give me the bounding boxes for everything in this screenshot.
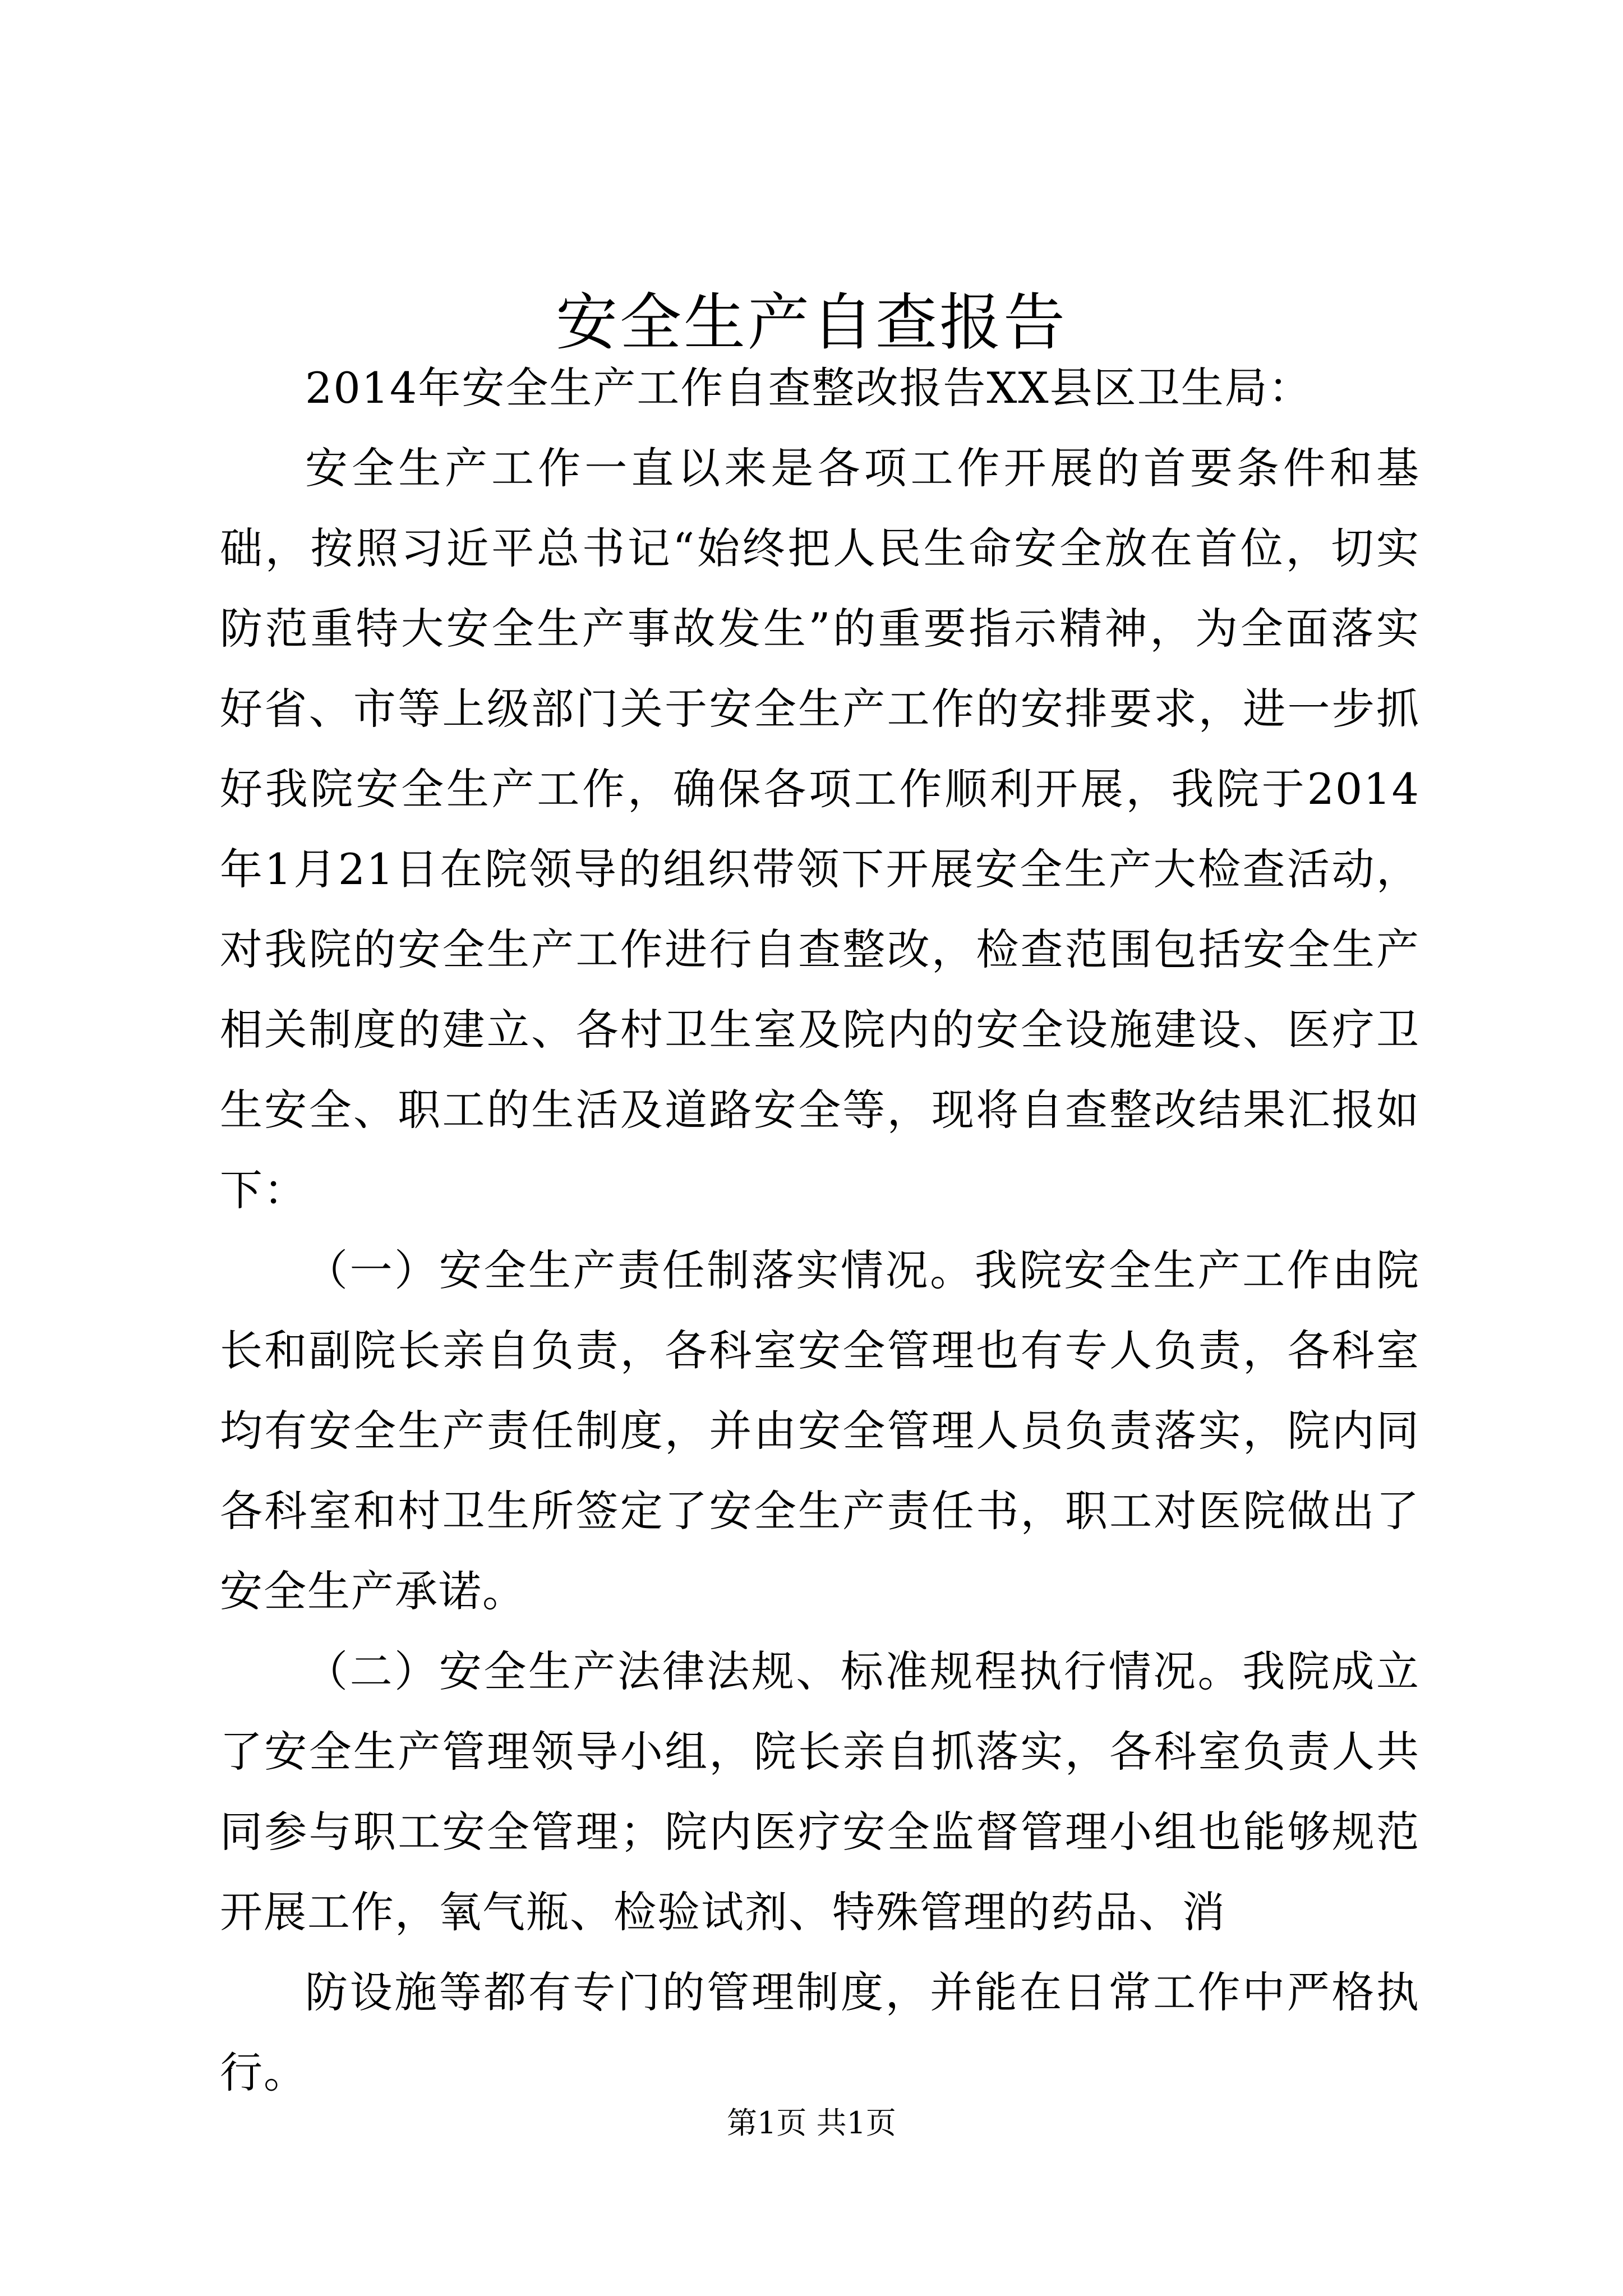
paragraph-heading-line: 2014年安全生产工作自查整改报告XX县区卫生局： [305,363,1312,413]
page-footer: 第1页 共1页 [727,2105,896,2141]
document-body [220,348,1420,2113]
paragraph-section-1: （一）安全生产责任制落实情况。我院安全生产工作由院长和副院长亲自负责，各科室安全管理也有专人负责，各科室均有安全生产责任制度，并由安全管理人员负责落实，院内同各科室和村卫生所签定了安全生产责任书，职工对医院做出了安全生产承诺。 [220,1245,1420,1616]
paragraph-section-2: （二）安全生产法律法规、标准规程执行情况。我院成立了安全生产管理领导小组，院长亲自抓落实，各科室负责人共同参与职工安全管理；院内医疗安全监督管理小组也能够规范开展工作，氧气瓶、检验试剂、特殊管理的药品、消 [220,1646,1420,1937]
paragraph-intro: 安全生产工作一直以来是各项工作开展的首要条件和基础，按照习近平总书记“始终把人民生命安全放在首位，切实防范重特大安全生产事故发生”的重要指示精神，为全面落实好省、市等上级部门关于安全生产工作的安排要求，进一步抓好我院安全生产工作，确保各项工作顺利开展，我院于2014年1月21日在院领导的组织带领下开展安全生产大检查活动，对我院的安全生产工作进行自查整改，检查范围包括安全生产相关制度的建立、各村卫生室及院内的安全设施建设、医疗卫生安全、职工的生活及道路安全等，现将自查整改结果汇报如下： [220,443,1420,1215]
paragraph-continuation: 防设施等都有专门的管理制度，并能在日常工作中严格执行。 [220,1967,1420,2097]
document-title: 安全生产自查报告 [556,287,1067,358]
